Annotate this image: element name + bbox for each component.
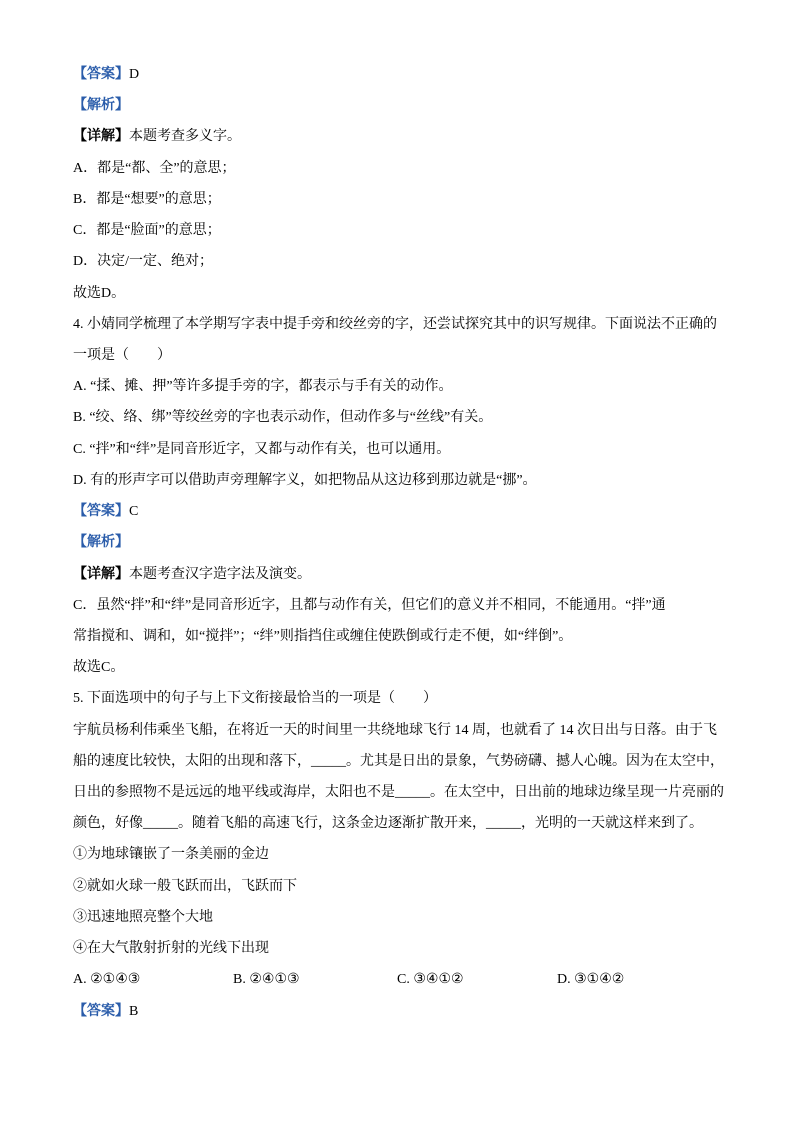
answer-value: C: [129, 504, 139, 520]
q5-stem: 5. 下面选项中的句子与上下文衔接最恰当的一项是（ ）: [73, 691, 437, 707]
q4-explanation-line-1: C．虽然“拌”和“绊”是同音形近字，且都与动作有关，但它们的意义并不相同，不能通用。“拌”通: [73, 597, 666, 613]
q5-choices-row: [73, 964, 754, 995]
q3-explanation-b: B．都是“想要”的意思；: [73, 191, 221, 207]
q5-choice-c: C. ③④①②: [397, 972, 464, 988]
q5-sentence-2: ②就如火球一般飞跃而出，飞跃而下: [73, 878, 297, 894]
q4-stem-line-1: 4. 小婧同学梳理了本学期写字表中提手旁和绞丝旁的字，还尝试探究其中的识写规律。下面说法不正确的: [73, 316, 717, 332]
analysis-label: 【解析】: [73, 98, 129, 114]
q5-sentence-1: ①为地球镶嵌了一条美丽的金边: [73, 847, 269, 863]
q5-choice-d: D. ③①④②: [557, 972, 625, 988]
q5-passage-line-3: 日出的参照物不是远远的地平线或海岸，太阳也不是_____。在太空中，日出前的地球边缘呈现一片亮丽的: [73, 785, 724, 801]
q5-passage-line-4: 颜色，好像_____。随着飞船的高速飞行，这条金边逐渐扩散开来，_____，光明的一天就这样来到了。: [73, 816, 703, 832]
q4-explanation-line-2: 常指搅和、调和，如“搅拌”；“绊”则指挡住或缠住使跌倒或行走不便，如“绊倒”。: [73, 628, 573, 644]
q5-sentence-4: ④在大气散射折射的光线下出现: [73, 941, 269, 957]
q4-answer-line: [73, 496, 754, 527]
q5-passage-line-2: 船的速度比较快，太阳的出现和落下，_____。尤其是日出的景象，气势磅礴、撼人心魄。因为在太空中，: [73, 753, 724, 769]
q5-choice-b: B. ②④①③: [233, 972, 300, 988]
answer-value: D: [129, 67, 140, 82]
q4-option-b: B. “绞、络、绑”等绞丝旁的字也表示动作，但动作多与“丝线”有关。: [73, 410, 493, 426]
q3-explanation-d: D．决定/一定、绝对；: [73, 254, 213, 270]
q3-answer-line: [73, 59, 754, 90]
answer-value: B: [129, 1003, 139, 1019]
q5-answer-line: [73, 996, 754, 1027]
detail-text: 本题考查汉字造字法及演变。: [129, 566, 311, 582]
analysis-label: 【解析】: [73, 535, 129, 551]
q4-detail-line: [73, 559, 754, 590]
q4-analysis-line: [73, 527, 754, 558]
q5-passage-line-1: 宇航员杨利伟乘坐飞船，在将近一天的时间里一共绕地球飞行 14 周，也就看了 14 次日出与日落。由于飞: [73, 722, 717, 738]
q3-explanation-c: C．都是“脸面”的意思；: [73, 223, 221, 239]
answer-label: 【答案】: [73, 1003, 129, 1019]
q3-explanation-a: A．都是“都、全”的意思；: [73, 160, 236, 176]
q5-sentence-3: ③迅速地照亮整个大地: [73, 909, 213, 925]
answer-label: 【答案】: [73, 504, 129, 520]
detail-text: 本题考查多义字。: [129, 129, 241, 145]
q4-conclusion: 故选C。: [73, 660, 125, 676]
q4-stem-line-2: 一项是（ ）: [73, 347, 171, 363]
q4-option-a: A. “揉、摊、押”等许多提手旁的字，都表示与手有关的动作。: [73, 379, 453, 395]
detail-label: 【详解】: [73, 566, 129, 582]
q3-detail-line: [73, 121, 754, 152]
q3-analysis-line: [73, 90, 754, 121]
q4-option-c: C. “拌”和“绊”是同音形近字，又都与动作有关，也可以通用。: [73, 441, 451, 457]
detail-label: 【详解】: [73, 129, 129, 145]
q5-choice-a: A. ②①④③: [73, 972, 141, 988]
q4-option-d: D. 有的形声字可以借助声旁理解字义，如把物品从这边移到那边就是“挪”。: [73, 472, 537, 488]
answer-label: 【答案】: [73, 67, 129, 82]
q3-conclusion: 故选D。: [73, 285, 126, 301]
